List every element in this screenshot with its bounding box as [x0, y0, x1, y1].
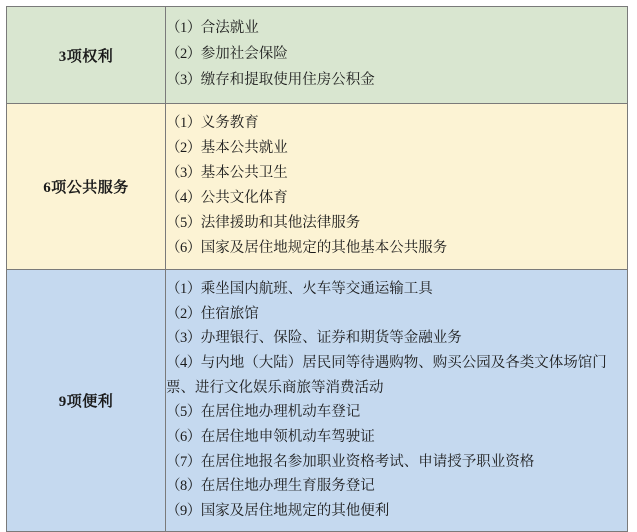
row-label-conveniences: 9项便利: [7, 270, 166, 532]
row-items-conveniences: [166, 270, 628, 532]
item-text: 义务教育: [200, 115, 259, 132]
item-number: （4）: [166, 190, 201, 207]
list-item: [166, 277, 627, 302]
item-text: 参加社会保险: [200, 45, 288, 62]
item-text: 乘坐国内航班、火车等交通运输工具: [200, 281, 433, 298]
item-text: 基本公共卫生: [200, 165, 288, 182]
item-number: （5）: [166, 215, 201, 232]
item-number: （4）: [166, 354, 201, 371]
table-row-conveniences: [7, 270, 628, 532]
item-number: （5）: [166, 404, 201, 421]
list-item: [166, 236, 627, 261]
table-row-public-services: [7, 104, 628, 270]
item-number: （1）: [166, 20, 201, 36]
item-text: 在居住地报名参加职业资格考试、申请授予职业资格: [200, 453, 535, 470]
item-number: （2）: [166, 140, 201, 157]
item-list-public-services: [166, 111, 627, 261]
item-number: （8）: [166, 478, 201, 495]
item-number: （1）: [166, 281, 201, 298]
list-item: [166, 425, 627, 450]
item-text: 公共文化体育: [200, 190, 288, 207]
item-text: 在居住地办理机动车登记: [200, 404, 361, 421]
list-item: [166, 68, 627, 94]
benefits-table-body: [7, 7, 628, 532]
item-number: （6）: [166, 240, 201, 257]
benefits-table: [6, 6, 628, 532]
list-item: [166, 186, 627, 211]
item-number: （2）: [166, 45, 201, 62]
row-items-rights: [166, 7, 628, 104]
list-item: [166, 474, 627, 499]
item-text: 国家及居住地规定的其他便利: [200, 502, 390, 519]
list-item: [166, 211, 627, 236]
item-text: 在居住地申领机动车驾驶证: [200, 428, 375, 445]
item-text: 国家及居住地规定的其他基本公共服务: [200, 240, 448, 257]
item-text: 在居住地办理生育服务登记: [200, 478, 375, 495]
list-item: [166, 136, 627, 161]
item-number: （7）: [166, 453, 201, 470]
item-list-rights: [166, 16, 627, 93]
list-item: [166, 351, 627, 400]
item-number: （3）: [166, 71, 201, 88]
row-label-public-services: 6项公共服务: [7, 104, 166, 270]
item-number: （9）: [166, 502, 201, 519]
item-text: 基本公共就业: [200, 140, 288, 157]
item-number: （1）: [166, 115, 201, 132]
list-item: [166, 16, 627, 42]
item-text: 缴存和提取使用住房公积金: [200, 71, 375, 88]
list-item: [166, 161, 627, 186]
item-text: 办理银行、保险、证券和期货等金融业务: [200, 330, 462, 347]
item-number: （6）: [166, 428, 201, 445]
row-label-rights: 3项权利: [7, 7, 166, 104]
item-number: （2）: [166, 305, 201, 322]
list-item: [166, 326, 627, 351]
item-text: 与内地（大陆）居民同等待遇购物、购买公园及各类文体场馆门票、进行文化娱乐商旅等消费活动: [166, 354, 607, 396]
list-item: [166, 42, 627, 68]
item-text: 住宿旅馆: [200, 305, 259, 322]
item-text: 法律援助和其他法律服务: [200, 215, 361, 232]
row-items-public-services: [166, 104, 628, 270]
list-item: [166, 450, 627, 475]
item-number: （3）: [166, 330, 201, 347]
table-row-rights: [7, 7, 628, 104]
list-item: [166, 302, 627, 327]
list-item: [166, 400, 627, 425]
list-item: [166, 499, 627, 524]
item-list-conveniences: [166, 277, 627, 523]
item-number: （3）: [166, 165, 201, 182]
list-item: [166, 111, 627, 136]
item-text: 合法就业: [200, 20, 259, 36]
